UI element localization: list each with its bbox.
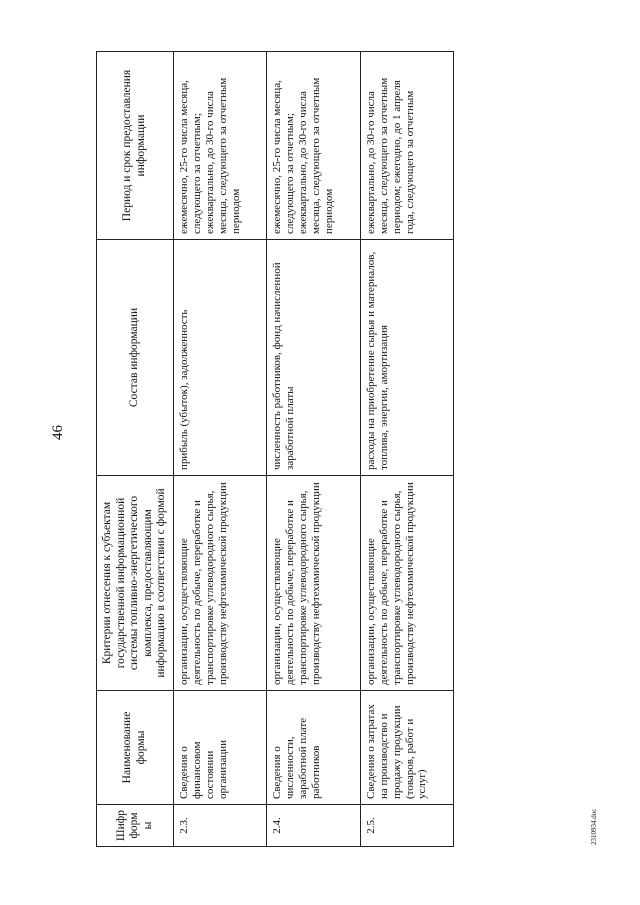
header-form-name: Наименование формы [97, 691, 174, 805]
table-row [267, 52, 360, 847]
content-cell: прибыль (убыток), задолженность [173, 240, 266, 476]
forms-table [96, 51, 454, 847]
form-code-cell: 2.3. [173, 805, 266, 847]
content-cell: численность работников, фонд начисленной заработной платы [267, 240, 360, 476]
header-criteria: Критерии отнесения к субъектам государственной информационной системы топливно-энергетического комплекса, предоставляющим информацию в соответствии с формой [97, 476, 174, 691]
header-period: Период и срок предоставления информации [97, 52, 174, 240]
form-name-cell: Сведения о финансовом состоянии организации [173, 691, 266, 805]
form-code-cell: 2.5. [360, 805, 453, 847]
page-number: 46 [50, 425, 66, 440]
criteria-cell: организации, осуществляющие деятельность по добыче, переработке и транспортировке углеводородного сырья, производству нефтехимической продукции [360, 476, 453, 691]
form-name-cell: Сведения о численности, заработной плате работников [267, 691, 360, 805]
period-cell: ежемесячно, 25-го числа месяца, следующего за отчетным; ежеквартально, до 30-го числа месяца, следующего за отчетным периодом [173, 52, 266, 240]
forms-table-container [96, 52, 454, 847]
table-row [173, 52, 266, 847]
period-cell: ежемесячно, 25-го числа месяца, следующего за отчетным; ежеквартально, до 30-го числа месяца, следующего за отчетным периодом [267, 52, 360, 240]
form-name-cell: Сведения о затратах на производство и продажу продукции (товаров, работ и услуг) [360, 691, 453, 805]
header-form-code: Шифр формы [97, 805, 174, 847]
period-cell: ежеквартально, до 30-го числа месяца, следующего за отчетным периодом; ежегодно, до 1 апреля года, следующего за отчетным [360, 52, 453, 240]
criteria-cell: организации, осуществляющие деятельность по добыче, переработке и транспортировке углеводородного сырья, производству нефтехимической продукции [267, 476, 360, 691]
table-header-row [97, 52, 174, 847]
document-id: 2310934.doc [590, 808, 598, 845]
table-row [360, 52, 453, 847]
content-cell: расходы на приобретение сырья и материалов, топлива, энергии, амортизация [360, 240, 453, 476]
header-content: Состав информации [97, 240, 174, 476]
criteria-cell: организации, осуществляющие деятельность по добыче, переработке и транспортировке углеводородного сырья, производству нефтехимической продукции [173, 476, 266, 691]
form-code-cell: 2.4. [267, 805, 360, 847]
